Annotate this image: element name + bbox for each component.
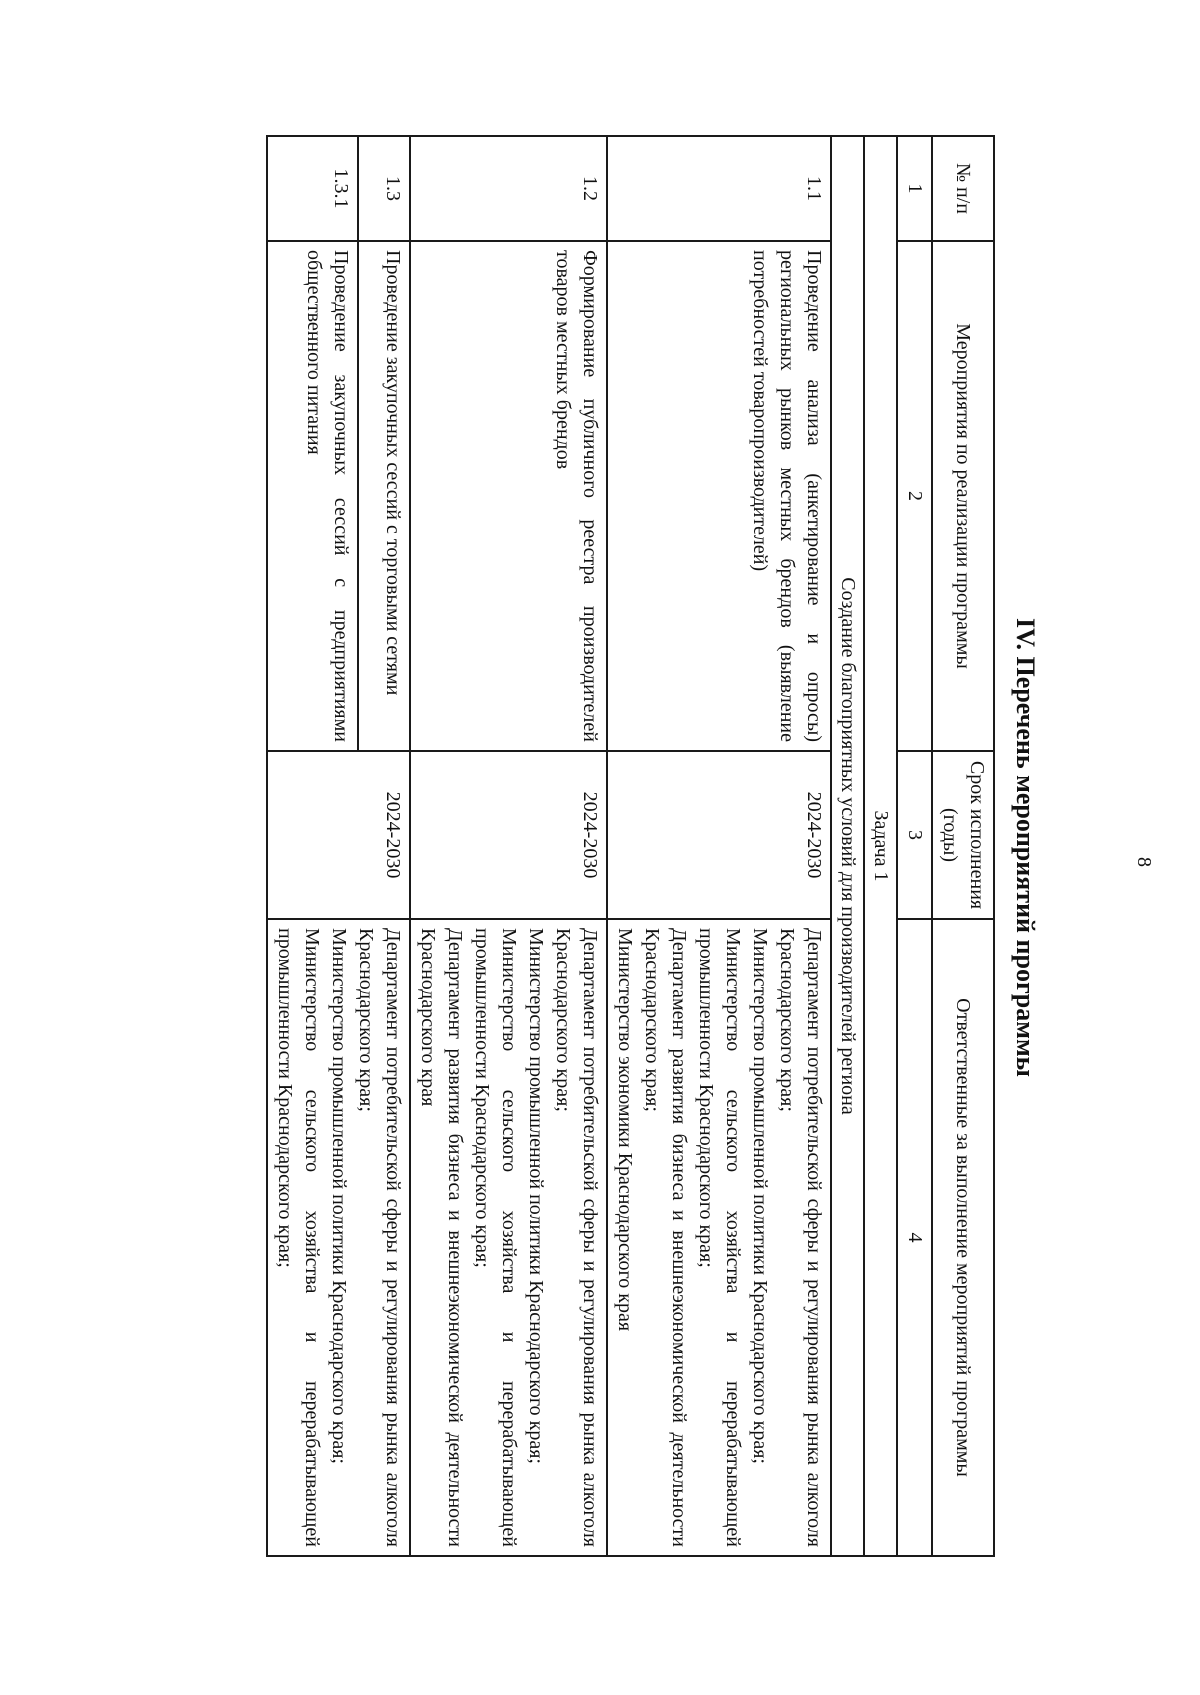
column-number: 3 <box>897 751 932 919</box>
responsible-line: Департамент потребительской сферы и регулирования рынка алкоголя Краснодарского края; <box>355 928 404 1547</box>
row-number: 1.3.1 <box>267 136 358 241</box>
responsible-line: Департамент развития бизнеса и внешнеэкономической деятельности Краснодарского края; <box>641 928 690 1547</box>
column-number: 4 <box>897 919 932 1556</box>
responsible-line: Департамент развития бизнеса и внешнеэкономической деятельности Краснодарского края <box>417 928 466 1547</box>
row-description: Проведение закупочных сессий с торговыми сетями <box>358 241 410 751</box>
responsible-line: Министерство экономики Краснодарского края <box>614 928 636 1332</box>
header-number: № п/п <box>932 136 994 241</box>
header-measures: Мероприятия по реализации программы <box>932 241 994 751</box>
responsible-line: Министерство сельского хозяйства и перерабатывающей промышленности Краснодарского края; <box>695 928 744 1547</box>
header-term: Срок исполнения (годы) <box>932 751 994 919</box>
table-row <box>410 136 607 1556</box>
row-description: Проведение анализа (анкетирование и опросы) региональных рынков местных брендов (выявление потребностей товаропроизводителей) <box>607 241 831 751</box>
row-term: 2024-2030 <box>607 751 831 919</box>
measures-table <box>266 135 995 1557</box>
responsible-line: Министерство сельского хозяйства и перерабатывающей промышленности Краснодарского края; <box>274 928 323 1547</box>
row-responsible <box>267 919 410 1556</box>
responsible-line: Министерство промышленной политики Краснодарского края; <box>525 928 547 1464</box>
row-description: Формирование публичного реестра производителей товаров местных брендов <box>410 241 607 751</box>
column-number: 1 <box>897 136 932 241</box>
row-term: 2024-2030 <box>267 751 410 919</box>
row-number: 1.2 <box>410 136 607 241</box>
responsible-line: Министерство промышленной политики Краснодарского края; <box>749 928 771 1464</box>
task-title: Создание благоприятных условий для производителей региона <box>831 136 864 1556</box>
row-number: 1.3 <box>358 136 410 241</box>
task-label-row <box>864 136 897 1556</box>
column-number-row <box>897 136 932 1556</box>
responsible-line: Министерство промышленной политики Краснодарского края; <box>328 928 350 1464</box>
responsible-line: Министерство сельского хозяйства и перерабатывающей промышленности Краснодарского края; <box>471 928 520 1547</box>
page-title: IV. Перечень мероприятий программы <box>1011 618 1040 1077</box>
responsible-line: Департамент потребительской сферы и регулирования рынка алкоголя Краснодарского края; <box>776 928 825 1547</box>
row-description: Проведение закупочных сессий с предприятиями общественного питания <box>267 241 358 751</box>
task-title-row <box>831 136 864 1556</box>
task-label: Задача 1 <box>864 136 897 1556</box>
row-responsible <box>607 919 831 1556</box>
row-number: 1.1 <box>607 136 831 241</box>
row-term: 2024-2030 <box>410 751 607 919</box>
table-row <box>358 136 410 1556</box>
table-row <box>607 136 831 1556</box>
column-number: 2 <box>897 241 932 751</box>
row-responsible <box>410 919 607 1556</box>
page-number: 8 <box>1133 857 1155 867</box>
responsible-line: Департамент потребительской сферы и регулирования рынка алкоголя Краснодарского края; <box>552 928 601 1547</box>
table-header-row <box>932 136 994 1556</box>
header-responsible: Ответственные за выполнение мероприятий программы <box>932 919 994 1556</box>
